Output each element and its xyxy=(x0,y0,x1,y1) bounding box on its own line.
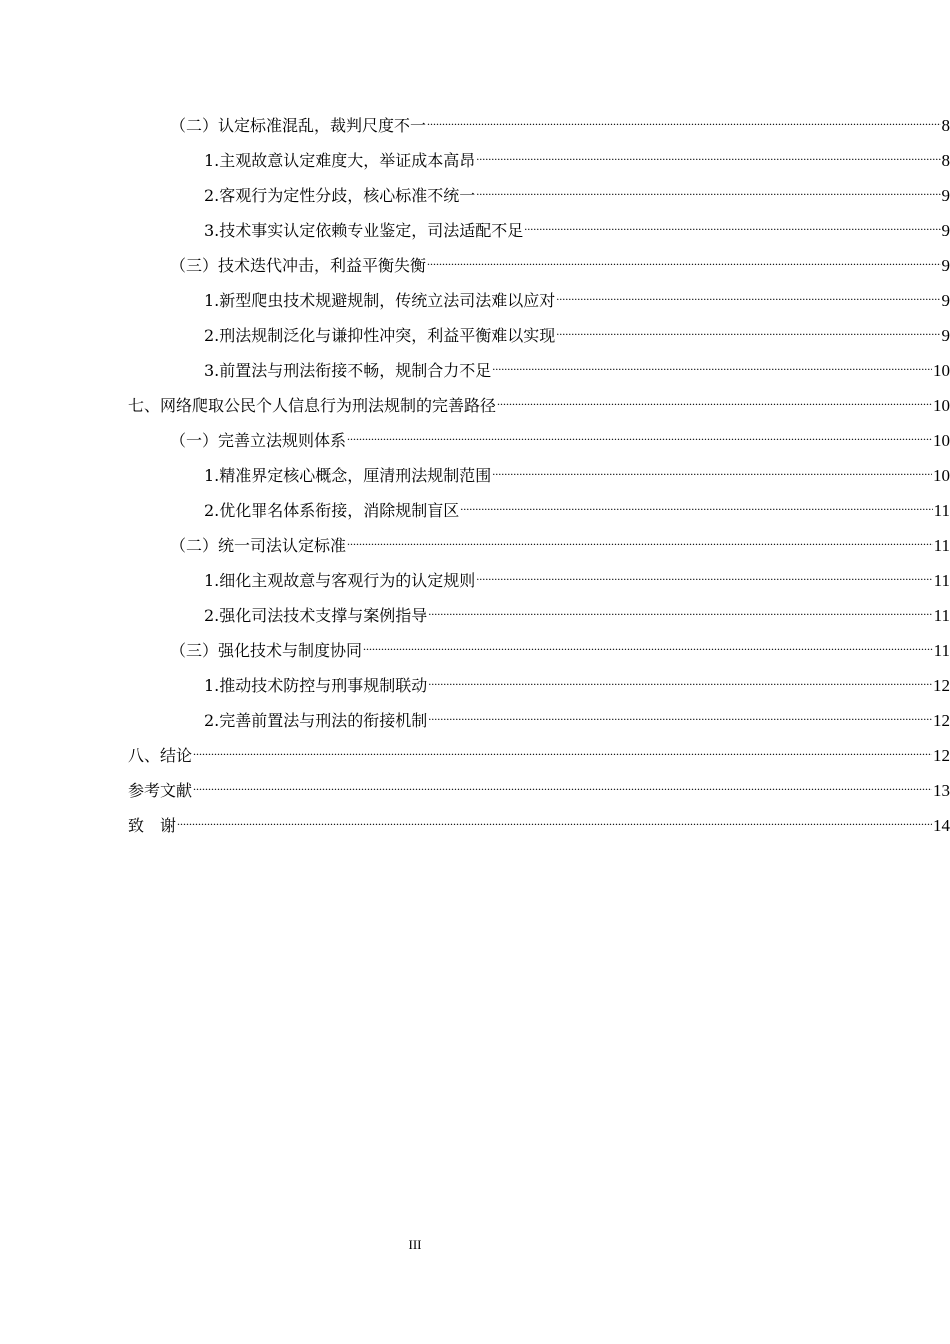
toc-entry-page-number: 14 xyxy=(933,815,950,835)
toc-entry[interactable] xyxy=(0,423,950,458)
toc-entry[interactable] xyxy=(0,248,950,283)
toc-entry-page-number: 13 xyxy=(933,780,950,800)
toc-dot-leader xyxy=(476,186,940,206)
toc-dot-leader xyxy=(476,571,932,591)
toc-entry-page-number: 10 xyxy=(933,395,950,415)
toc-entry[interactable] xyxy=(0,108,950,143)
toc-entry-title: 2.刑法规制泛化与谦抑性冲突，利益平衡难以实现 xyxy=(204,325,556,345)
toc-entry[interactable] xyxy=(0,738,950,773)
toc-entry[interactable] xyxy=(0,633,950,668)
toc-entry-title: （三）强化技术与制度协同 xyxy=(170,640,363,660)
toc-entry-page-number: 12 xyxy=(933,745,950,765)
toc-entry-title: （二）认定标准混乱，裁判尺度不一 xyxy=(170,115,427,135)
toc-dot-leader xyxy=(193,746,932,766)
toc-entry[interactable] xyxy=(0,283,950,318)
toc-entry-title: 致 谢 xyxy=(128,815,177,835)
page-number: III xyxy=(408,1237,422,1252)
toc-entry-page-number: 12 xyxy=(933,675,950,695)
toc-entry[interactable] xyxy=(0,143,950,178)
toc-entry[interactable] xyxy=(0,353,950,388)
toc-dot-leader xyxy=(428,606,932,626)
toc-entry[interactable] xyxy=(0,703,950,738)
toc-dot-leader xyxy=(428,676,932,696)
toc-entry-title: 2.强化司法技术支撑与案例指导 xyxy=(204,605,428,625)
toc-entry-title: 1.主观故意认定难度大，举证成本高昂 xyxy=(204,150,476,170)
toc-dot-leader xyxy=(497,396,932,416)
toc-entry-page-number: 10 xyxy=(933,360,950,380)
toc-dot-leader xyxy=(460,501,932,521)
toc-entry-title: 八、结论 xyxy=(128,745,193,765)
toc-dot-leader xyxy=(492,466,932,486)
toc-entry-title: 1.精准界定核心概念，厘清刑法规制范围 xyxy=(204,465,492,485)
toc-entry[interactable] xyxy=(0,598,950,633)
toc-dot-leader xyxy=(556,326,940,346)
toc-entry-title: 1.推动技术防控与刑事规制联动 xyxy=(204,675,428,695)
toc-entry-page-number: 12 xyxy=(933,710,950,730)
toc-entry-page-number: 9 xyxy=(941,220,950,240)
toc-entry-title: 1.新型爬虫技术规避规制，传统立法司法难以应对 xyxy=(204,290,556,310)
toc-entry-title: 2.完善前置法与刑法的衔接机制 xyxy=(204,710,428,730)
toc-entry-page-number: 11 xyxy=(933,535,950,555)
toc-entry-page-number: 11 xyxy=(933,570,950,590)
toc-dot-leader xyxy=(428,711,932,731)
toc-entry-title: 2.优化罪名体系衔接，消除规制盲区 xyxy=(204,500,460,520)
toc-dot-leader xyxy=(193,781,932,801)
toc-dot-leader xyxy=(427,256,940,276)
toc-dot-leader xyxy=(177,816,932,836)
toc-entry[interactable] xyxy=(0,563,950,598)
toc-entry-page-number: 10 xyxy=(933,465,950,485)
table-of-contents xyxy=(0,108,950,843)
toc-entry-page-number: 9 xyxy=(941,185,950,205)
toc-dot-leader xyxy=(476,151,940,171)
toc-entry-page-number: 8 xyxy=(941,115,950,135)
toc-entry-title: 3.前置法与刑法衔接不畅，规制合力不足 xyxy=(204,360,492,380)
toc-entry[interactable] xyxy=(0,773,950,808)
toc-entry[interactable] xyxy=(0,458,950,493)
toc-dot-leader xyxy=(556,291,940,311)
toc-entry-title: （一）完善立法规则体系 xyxy=(170,430,347,450)
toc-entry-page-number: 9 xyxy=(941,325,950,345)
toc-entry-page-number: 11 xyxy=(933,640,950,660)
toc-dot-leader xyxy=(524,221,940,241)
toc-dot-leader xyxy=(347,536,933,556)
toc-dot-leader xyxy=(427,116,940,136)
toc-entry-page-number: 8 xyxy=(941,150,950,170)
toc-dot-leader xyxy=(363,641,933,661)
toc-entry[interactable] xyxy=(0,318,950,353)
toc-entry-title: 2.客观行为定性分歧，核心标准不统一 xyxy=(204,185,476,205)
toc-entry-title: （二）统一司法认定标准 xyxy=(170,535,347,555)
toc-entry-title: 1.细化主观故意与客观行为的认定规则 xyxy=(204,570,476,590)
toc-dot-leader xyxy=(492,361,932,381)
toc-entry-page-number: 10 xyxy=(933,430,950,450)
toc-entry-title: 参考文献 xyxy=(128,780,193,800)
toc-entry-page-number: 9 xyxy=(941,255,950,275)
toc-entry[interactable] xyxy=(0,388,950,423)
toc-entry[interactable] xyxy=(0,213,950,248)
toc-entry-title: （三）技术迭代冲击，利益平衡失衡 xyxy=(170,255,427,275)
toc-entry[interactable] xyxy=(0,808,950,843)
toc-entry[interactable] xyxy=(0,178,950,213)
toc-entry-title: 3.技术事实认定依赖专业鉴定，司法适配不足 xyxy=(204,220,524,240)
toc-entry[interactable] xyxy=(0,528,950,563)
toc-entry[interactable] xyxy=(0,668,950,703)
toc-entry-page-number: 11 xyxy=(933,605,950,625)
toc-entry-page-number: 9 xyxy=(941,290,950,310)
toc-entry[interactable] xyxy=(0,493,950,528)
toc-entry-title: 七、网络爬取公民个人信息行为刑法规制的完善路径 xyxy=(128,395,497,415)
toc-dot-leader xyxy=(347,431,932,451)
toc-entry-page-number: 11 xyxy=(933,500,950,520)
